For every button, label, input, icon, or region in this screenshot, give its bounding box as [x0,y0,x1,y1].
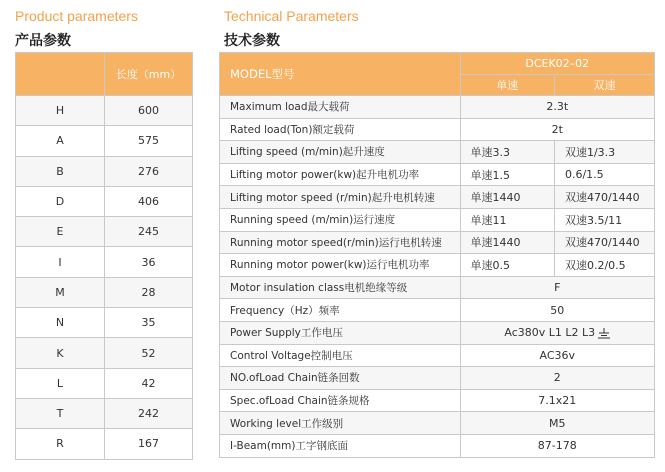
product-dim-value: 575 [105,126,193,156]
parameter-value-text: Ac380v L1 L2 L3 [504,326,596,340]
parameter-value [460,367,655,390]
parameter-name: NO.ofLoad Chain链条回数 [220,367,461,390]
single-speed-header: 单速 [460,74,554,96]
single-speed-value: 单速0.5 [460,254,554,277]
table-row [16,217,193,247]
technical-parameters-table [219,52,655,458]
product-dim-name: E [16,217,105,247]
parameter-value [460,276,655,299]
table-row [16,338,193,368]
product-dim-value: 35 [105,308,193,338]
parameter-value [460,299,655,322]
product-dim-value: 167 [105,429,193,459]
parameter-value-text: 2.3t [546,100,569,114]
parameter-value-text: 2t [551,122,563,136]
parameter-name: Working level工作级别 [220,412,461,435]
table-row [16,308,193,338]
parameter-value [460,344,655,367]
product-dim-name: H [16,96,105,126]
parameter-name: Maximum load最大载荷 [220,96,461,119]
parameter-value [460,321,655,344]
table-row [220,321,655,344]
table-row [220,276,655,299]
table-row [16,277,193,307]
table-row [220,389,655,412]
parameter-value [460,96,655,119]
product-dim-value: 242 [105,398,193,428]
parameter-name: Running motor power(kw)运行电机功率 [220,254,461,277]
table-row [220,163,655,186]
table-row [220,344,655,367]
single-speed-value: 单速11 [460,208,554,231]
double-speed-value: 双速1/3.3 [554,141,654,164]
parameter-value-text: AC36v [539,348,576,362]
table-row [16,156,193,186]
parameter-value-text: M5 [549,416,566,430]
product-dim-name: R [16,429,105,459]
table-row [220,299,655,322]
technical-title-cn: 技术参数 [224,33,280,49]
product-header-empty [16,53,105,96]
table-row [220,434,655,457]
parameter-name: Control Voltage控制电压 [220,344,461,367]
table-row [220,254,655,277]
double-speed-value: 双速3.5/11 [554,208,654,231]
table-row [220,412,655,435]
table-row [16,96,193,126]
double-speed-value: 双速470/1440 [554,186,654,209]
table-row [220,231,655,254]
model-label: MODEL型号 [220,53,461,96]
parameter-value [460,389,655,412]
double-speed-value: 0.6/1.5 [554,163,654,186]
product-dim-name: N [16,308,105,338]
product-dim-value: 28 [105,277,193,307]
product-dim-name: M [16,277,105,307]
product-dim-name: A [16,126,105,156]
product-dim-name: B [16,156,105,186]
parameter-value-text: 87-178 [537,439,577,453]
product-title-cn: 产品参数 [15,33,71,49]
table-row [16,398,193,428]
parameter-name: Spec.ofLoad Chain链条规格 [220,389,461,412]
parameter-name: Rated load(Ton)额定载荷 [220,118,461,141]
parameter-value-text: 50 [550,303,565,317]
table-row [16,368,193,398]
parameter-name: Lifting motor speed (r/min)起升电机转速 [220,186,461,209]
product-dim-value: 600 [105,96,193,126]
product-dim-value: 406 [105,186,193,216]
product-dim-name: T [16,398,105,428]
single-speed-value: 单速1.5 [460,163,554,186]
parameter-name: I-Beam(mm)工字钢底面 [220,434,461,457]
parameter-value [460,118,655,141]
product-dim-name: L [16,368,105,398]
parameter-name: Lifting speed (m/min)起升速度 [220,141,461,164]
product-header-length: 长度（mm） [105,53,193,96]
table-row [220,367,655,390]
single-speed-value: 单速1440 [460,186,554,209]
ground-icon [598,328,610,339]
parameter-value [460,434,655,457]
product-parameters-table [15,52,193,460]
table-row [16,429,193,459]
product-dim-value: 52 [105,338,193,368]
double-speed-value: 双速0.2/0.5 [554,254,654,277]
product-dim-value: 36 [105,247,193,277]
product-title-en: Product parameters [15,8,138,24]
product-dim-value: 42 [105,368,193,398]
parameter-name: Lifting motor power(kw)起升电机功率 [220,163,461,186]
product-dim-name: K [16,338,105,368]
parameter-value-text: 2 [553,371,561,385]
parameter-name: Running motor speed(r/min)运行电机转速 [220,231,461,254]
parameter-value [460,412,655,435]
table-row [220,186,655,209]
table-row [16,186,193,216]
parameter-value-text: 7.1x21 [538,394,577,408]
parameter-name: Motor insulation class电机绝缘等级 [220,276,461,299]
single-speed-value: 单速3.3 [460,141,554,164]
double-speed-value: 双速470/1440 [554,231,654,254]
technical-title-en: Technical Parameters [224,8,359,24]
model-value: DCEK02–02 [460,53,655,75]
product-dim-name: D [16,186,105,216]
table-row [16,247,193,277]
parameter-name: Frequency（Hz）频率 [220,299,461,322]
parameter-name: Running speed (m/min)运行速度 [220,208,461,231]
table-row [16,126,193,156]
parameter-name: Power Supply工作电压 [220,321,461,344]
table-row [220,141,655,164]
product-dim-name: I [16,247,105,277]
product-dim-value: 276 [105,156,193,186]
double-speed-header: 双速 [554,74,654,96]
table-row [220,208,655,231]
single-speed-value: 单速1440 [460,231,554,254]
table-row [220,118,655,141]
product-dim-value: 245 [105,217,193,247]
parameter-value-text: F [554,281,561,295]
table-row [220,96,655,119]
